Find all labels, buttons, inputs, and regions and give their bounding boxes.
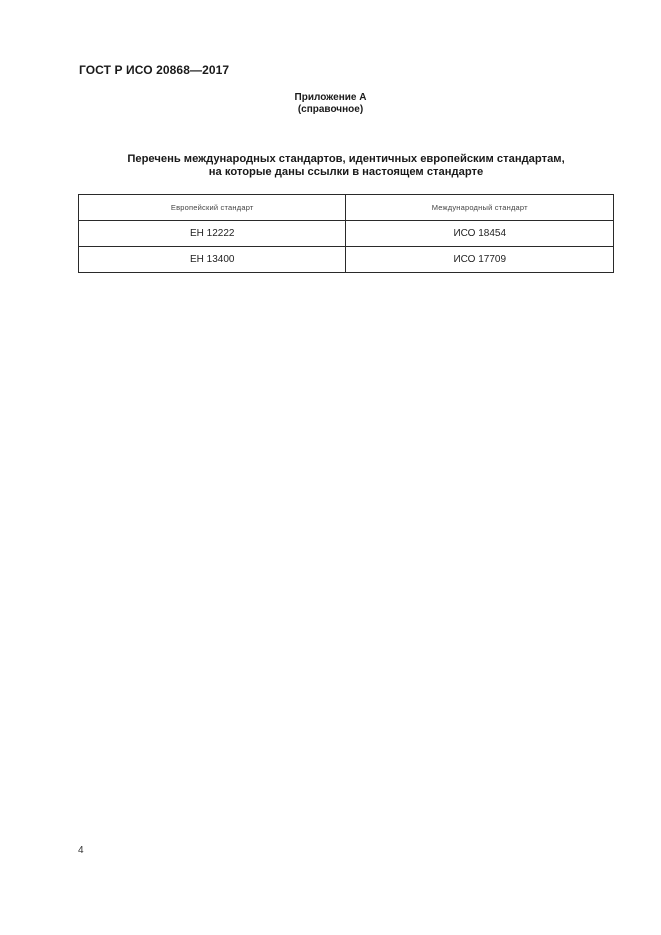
annex-subtitle: (справочное) <box>297 104 364 115</box>
column-header-international: Международный стандарт <box>346 195 614 221</box>
annex-heading <box>0 92 661 116</box>
annex-title: Приложение А <box>294 92 367 103</box>
cell-international-standard: ИСО 18454 <box>346 221 614 247</box>
table-header-row <box>79 195 614 221</box>
standards-table <box>78 194 614 273</box>
cell-international-standard: ИСО 17709 <box>346 247 614 273</box>
cell-european-standard: ЕН 13400 <box>79 247 346 273</box>
cell-european-standard: ЕН 12222 <box>79 221 346 247</box>
section-title-line-1: Перечень международных стандартов, идентичных европейским стандартам, <box>127 153 565 165</box>
section-title-line-2: на которые даны ссылки в настоящем стандарте <box>208 166 484 178</box>
page-number: 4 <box>78 845 84 856</box>
document-code: ГОСТ Р ИСО 20868—2017 <box>79 63 230 77</box>
table-row <box>79 247 614 273</box>
table-row <box>79 221 614 247</box>
section-title <box>0 153 661 179</box>
column-header-european: Европейский стандарт <box>79 195 346 221</box>
